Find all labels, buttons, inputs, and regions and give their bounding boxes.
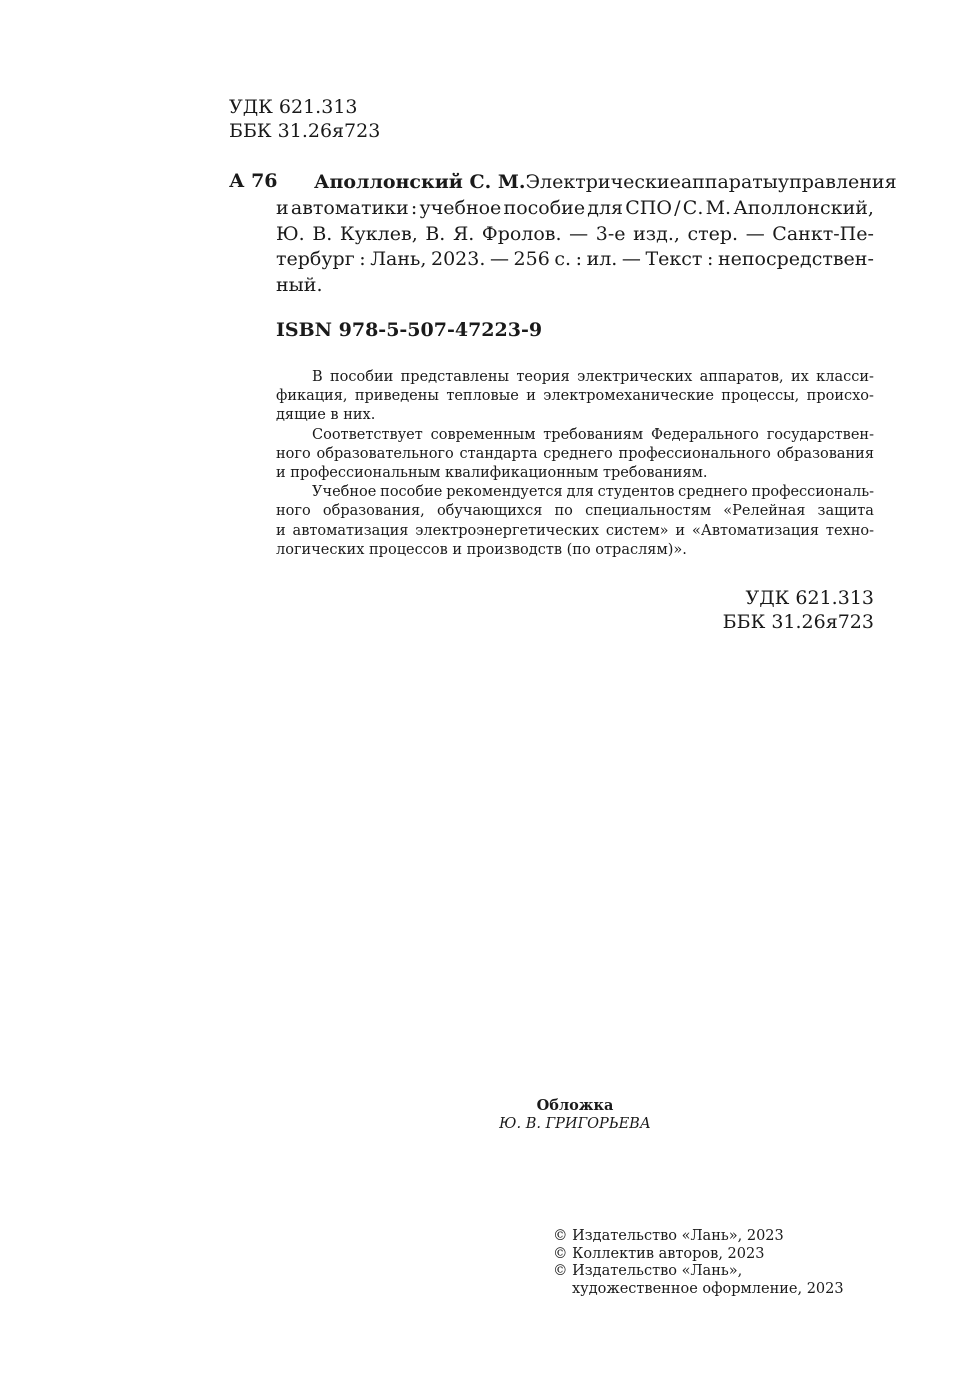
annotation-line bbox=[276, 541, 874, 560]
annotation-word: обучающихся bbox=[436, 503, 543, 520]
bib-line bbox=[229, 196, 874, 222]
annotation-word: класси- bbox=[816, 369, 874, 385]
annotation-word: них. bbox=[343, 407, 376, 424]
bib-line bbox=[229, 247, 874, 273]
annotation-word: электрических bbox=[577, 369, 693, 385]
copyright-line: художественное оформление, 2023 bbox=[572, 1280, 844, 1297]
cover-artist: Ю. В. ГРИГОРЬЕВА bbox=[499, 1116, 651, 1132]
annotation-word: и bbox=[675, 522, 686, 539]
bib-word: Аполлонский, bbox=[733, 196, 874, 219]
bib-word: пособие bbox=[503, 196, 586, 219]
bib-word: — bbox=[621, 248, 641, 271]
bib-word: стер. bbox=[687, 222, 739, 245]
copyright-line: © Издательство «Лань», bbox=[553, 1263, 743, 1280]
bib-word: Текст bbox=[645, 248, 703, 271]
annotation-word: процессов bbox=[369, 541, 453, 558]
annotation-word: систем» bbox=[605, 522, 669, 539]
annotation-word: приведены bbox=[354, 388, 439, 405]
annotation-word: «Автоматизация bbox=[691, 522, 820, 539]
annotation-word: рекомендуется bbox=[446, 484, 563, 501]
bib-word: — bbox=[745, 222, 765, 245]
bib-word: В. bbox=[425, 222, 446, 245]
annotation-word: их bbox=[791, 369, 809, 385]
annotation-word: пособии bbox=[329, 369, 394, 385]
annotation-word: образования bbox=[776, 445, 874, 462]
bib-word: СПО bbox=[625, 196, 672, 219]
annotation-word: студентов bbox=[597, 484, 675, 501]
bib-word: Лань, bbox=[370, 248, 427, 271]
annotation-word: специальностям bbox=[585, 503, 712, 520]
bib-word: : bbox=[359, 248, 366, 271]
annotation-word: профессиональным bbox=[290, 465, 446, 482]
annotation-word: теория bbox=[516, 369, 570, 385]
bib-word: — bbox=[569, 222, 589, 245]
annotation-word: фикация, bbox=[276, 388, 348, 405]
annotation-word: и bbox=[452, 541, 467, 558]
annotation-word: по bbox=[554, 503, 573, 520]
classification-bottom bbox=[723, 586, 874, 634]
annotation-word: производств bbox=[466, 541, 567, 558]
bib-word: ный. bbox=[276, 274, 323, 297]
annotation-line bbox=[276, 445, 874, 464]
annotation-word: Соответствует bbox=[312, 426, 423, 443]
annotation-line bbox=[276, 483, 874, 502]
udc-code: УДК 621.313 bbox=[745, 587, 874, 609]
bib-word: непосредствен- bbox=[717, 248, 874, 271]
annotation-word: представлены bbox=[400, 369, 510, 385]
bib-word: управления bbox=[777, 171, 897, 193]
bib-word: С. bbox=[682, 196, 704, 219]
bib-word: учебное bbox=[419, 196, 502, 219]
annotation-word: аппаратов, bbox=[699, 369, 784, 385]
annotation-word: в bbox=[330, 407, 344, 424]
annotation-word: автоматизация bbox=[292, 522, 409, 539]
bib-word: В. bbox=[312, 222, 333, 245]
bib-word: Санкт-Пе- bbox=[772, 222, 874, 245]
annotation-word: ного bbox=[276, 503, 311, 520]
bibliographic-description bbox=[229, 170, 897, 299]
annotation-word: ного bbox=[276, 445, 311, 462]
annotation-word: образовательного bbox=[316, 445, 454, 462]
copyright-block bbox=[553, 1228, 844, 1298]
annotation-word: Федерального bbox=[651, 426, 759, 443]
bib-word: : bbox=[706, 248, 714, 271]
annotation-word: логических bbox=[276, 541, 370, 558]
annotation-word: дящие bbox=[276, 407, 331, 424]
bib-word: с. bbox=[554, 248, 572, 271]
bbk-code: ББК 31.26я723 bbox=[722, 611, 874, 633]
bib-word: Электрические bbox=[525, 171, 681, 193]
bib-word: аппараты bbox=[680, 171, 778, 193]
annotation-word: процессы, bbox=[721, 388, 800, 405]
annotation-word: профессиональ- bbox=[751, 484, 874, 501]
annotation-word: (по bbox=[566, 541, 596, 558]
annotation-word: государствен- bbox=[766, 426, 874, 443]
annotation-word: среднего bbox=[543, 445, 613, 462]
bib-word: Куклев, bbox=[339, 222, 418, 245]
annotation-word: стандарта bbox=[459, 445, 538, 462]
annotation-word: требованиям. bbox=[602, 465, 708, 482]
annotation-word: профессионального bbox=[618, 445, 771, 462]
bib-word: Ю. bbox=[276, 222, 305, 245]
annotation-word: образования, bbox=[322, 503, 425, 520]
bib-word: — bbox=[489, 248, 509, 271]
annotation-word: требованиям bbox=[543, 426, 644, 443]
annotation-word: для bbox=[566, 484, 594, 501]
classification-top bbox=[229, 95, 380, 143]
bib-line bbox=[229, 170, 897, 196]
bib-word: / bbox=[674, 196, 681, 219]
annotation-line bbox=[276, 406, 874, 425]
bib-word: 2023. bbox=[430, 248, 486, 271]
annotation-word: электромеханические bbox=[543, 388, 714, 405]
annotation-line bbox=[276, 522, 874, 541]
annotation-word: современным bbox=[430, 426, 536, 443]
annotation-line bbox=[276, 426, 874, 445]
bib-word: : bbox=[410, 196, 418, 219]
bib-word: М. bbox=[705, 196, 732, 219]
annotation-word: пособие bbox=[380, 484, 443, 501]
annotation bbox=[276, 368, 874, 560]
annotation-word: среднего bbox=[678, 484, 748, 501]
bib-word: Фролов. bbox=[481, 222, 562, 245]
copyright-line: © Издательство «Лань», 2023 bbox=[553, 1228, 784, 1244]
copyright-line: © Коллектив авторов, 2023 bbox=[553, 1245, 765, 1262]
bbk-code: ББК 31.26я723 bbox=[229, 120, 381, 142]
bib-word: : bbox=[575, 248, 582, 271]
annotation-word: тепловые bbox=[446, 388, 519, 405]
annotation-word: техно- bbox=[825, 522, 874, 539]
annotation-word: и bbox=[276, 522, 286, 539]
bib-line bbox=[229, 273, 874, 299]
annotation-line bbox=[276, 502, 874, 521]
isbn: ISBN 978-5-507-47223-9 bbox=[276, 319, 543, 341]
bib-word: и bbox=[276, 196, 289, 219]
cutter-number: А 76 bbox=[229, 170, 278, 192]
annotation-word: «Релейная bbox=[723, 503, 806, 520]
annotation-word: квалификационным bbox=[445, 465, 603, 482]
bib-line bbox=[229, 222, 874, 248]
annotation-word: отраслям)». bbox=[595, 541, 687, 558]
author-name: Аполлонский С. М. bbox=[314, 171, 526, 193]
cover-label: Обложка bbox=[536, 1097, 614, 1114]
bib-word: автоматики bbox=[290, 196, 409, 219]
udc-code: УДК 621.313 bbox=[229, 96, 358, 118]
bib-word: 3-е bbox=[595, 222, 626, 245]
annotation-word: Учебное bbox=[312, 484, 377, 501]
bib-word: ил. bbox=[586, 248, 618, 271]
annotation-word: защита bbox=[817, 503, 874, 520]
annotation-word: происхо- bbox=[806, 388, 874, 405]
annotation-line bbox=[276, 387, 874, 406]
annotation-word: электроэнергетических bbox=[415, 522, 599, 539]
bib-word: для bbox=[587, 196, 624, 219]
annotation-line bbox=[276, 464, 874, 483]
bib-word: 256 bbox=[513, 248, 550, 271]
bib-word: тербург bbox=[276, 248, 355, 271]
annotation-word: и bbox=[526, 388, 536, 405]
annotation-line bbox=[276, 368, 874, 387]
annotation-word: В bbox=[312, 369, 323, 385]
cover-credit bbox=[470, 1097, 680, 1133]
annotation-word: и bbox=[276, 465, 291, 482]
bib-word: изд., bbox=[633, 222, 680, 245]
bib-word: Я. bbox=[452, 222, 475, 245]
